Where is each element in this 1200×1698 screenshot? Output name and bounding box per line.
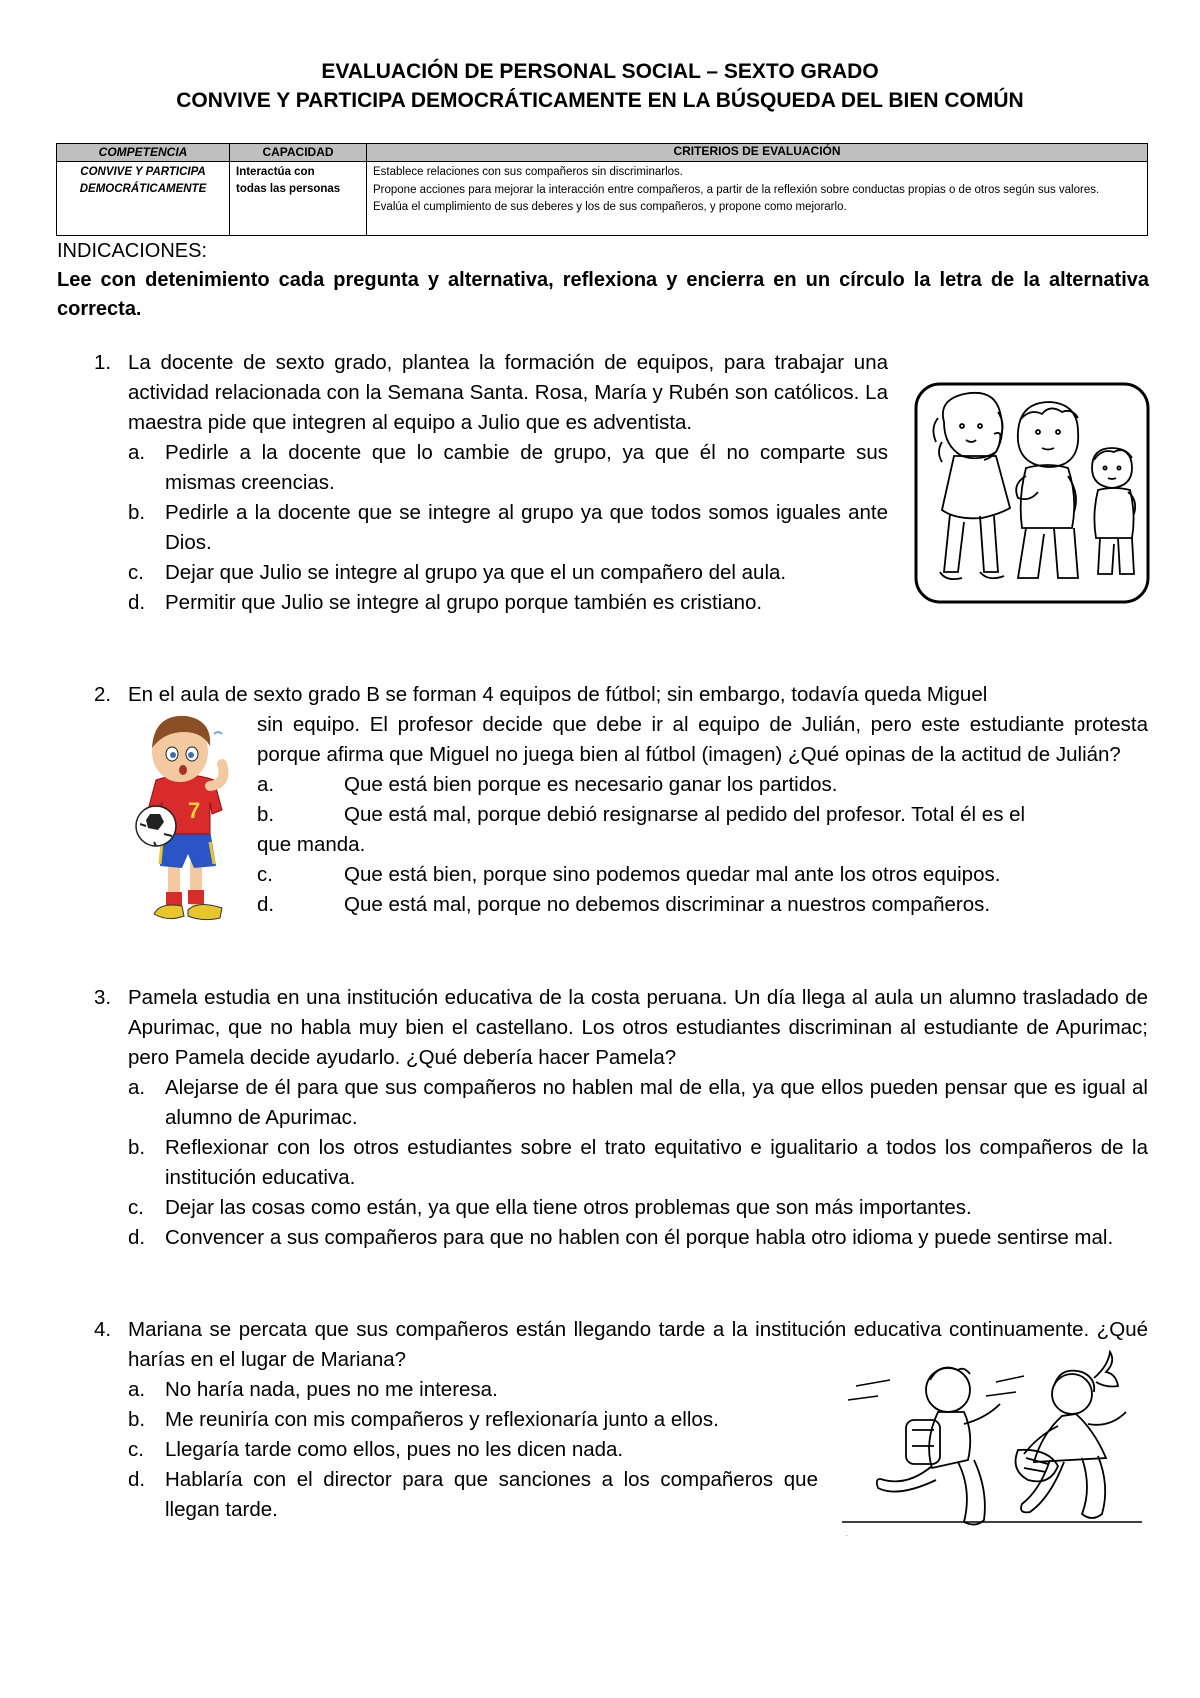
option-d[interactable] — [128, 1465, 818, 1525]
question-number: 1. — [94, 351, 112, 374]
option-text: Reflexionar con los otros estudiantes sobre el trato equitativo e igualitario a todos los compañeros de la institución educativa. — [165, 1136, 1148, 1189]
option-text: No haría nada, pues no me interesa. — [165, 1378, 498, 1401]
header-capacidad: CAPACIDAD — [230, 144, 367, 162]
option-letter: b. — [257, 803, 275, 826]
option-letter: d. — [128, 1468, 146, 1491]
option-b[interactable] — [128, 1405, 818, 1435]
option-a[interactable] — [128, 438, 888, 498]
capacidad-line2: todas las personas — [236, 183, 341, 195]
header-competencia: COMPETENCIA — [57, 144, 230, 162]
option-letter: d. — [128, 591, 146, 614]
competencia-line1: CONVIVE Y PARTICIPA — [80, 166, 206, 178]
option-letter: a. — [128, 1378, 146, 1401]
capacidad-cell — [230, 162, 367, 236]
option-letter: c. — [128, 561, 144, 584]
instructions-title: INDICACIONES: — [57, 240, 208, 262]
options-list — [128, 1375, 818, 1525]
option-letter: c. — [128, 1438, 144, 1461]
exam-subtitle: CONVIVE Y PARTICIPA DEMOCRÁTICAMENTE EN LA BÚSQUEDA DEL BIEN COMÚN — [176, 89, 1024, 112]
criteria-body-row — [57, 162, 1148, 236]
option-a[interactable] — [128, 1375, 818, 1405]
option-a[interactable] — [128, 1073, 1148, 1133]
option-text: Llegaría tarde como ellos, pues no les dicen nada. — [165, 1438, 624, 1461]
children-whispering-illustration — [914, 382, 1150, 604]
option-text: Que está bien porque es necesario ganar los partidos. — [344, 773, 838, 796]
option-letter: a. — [257, 773, 275, 796]
option-b[interactable] — [257, 800, 1148, 830]
question-number: 4. — [94, 1318, 112, 1341]
option-text: Convencer a sus compañeros para que no hablen con él porque habla otro idioma y puede sentirse mal. — [165, 1226, 1114, 1249]
children-running-illustration — [836, 1350, 1146, 1550]
option-text: Me reuniría con mis compañeros y reflexionaría junto a ellos. — [165, 1408, 719, 1431]
criterio-item: Propone acciones para mejorar la interacción entre compañeros, a partir de la reflexión sobre conductas propias o de otros según sus valores. — [373, 183, 1100, 196]
option-d[interactable] — [128, 588, 888, 618]
criteria-table — [56, 143, 1148, 236]
option-letter: c. — [128, 1196, 144, 1219]
question-stem: Pamela estudia en una institución educativa de la costa peruana. Un día llega al aula un alumno trasladado de Apurimac, que no habla muy bien el castellano. Los otros estudiantes discriminan al estudiante de Apurimac; pero Pamela decide ayudarlo. ¿Qué debería hacer Pamela? — [128, 986, 1148, 1069]
question-stem: La docente de sexto grado, plantea la formación de equipos, para trabajar una actividad relacionada con la Semana Santa. Rosa, María y Rubén son católicos. La maestra pide que integren al equipo a Julio que es adventista. — [128, 351, 888, 434]
option-letter: b. — [128, 501, 146, 524]
option-b[interactable] — [128, 498, 888, 558]
option-text: Pedirle a la docente que se integre al grupo ya que todos somos iguales ante Dios. — [165, 501, 888, 554]
criterio-item: Establece relaciones con sus compañeros sin discriminarlos. — [373, 166, 684, 178]
option-text: Alejarse de él para que sus compañeros no hablen mal de ella, ya que ellos pueden pensar que es igual al alumno de Apurimac. — [165, 1076, 1148, 1129]
question-number: 3. — [94, 986, 112, 1009]
option-letter: c. — [257, 863, 273, 886]
competencia-cell — [57, 162, 230, 236]
criterio-item: Evalúa el cumplimiento de sus deberes y los de sus compañeros, y propone como mejorarlo. — [373, 201, 847, 213]
options-list — [128, 438, 888, 618]
option-a[interactable] — [257, 770, 1148, 800]
option-text: Hablaría con el director para que sanciones a los compañeros que llegan tarde. — [165, 1468, 818, 1521]
option-letter: a. — [128, 441, 146, 464]
boy-soccer-ball-illustration — [130, 714, 242, 934]
criteria-header-row — [57, 144, 1148, 162]
svg-text:7: 7 — [188, 798, 201, 823]
option-letter: d. — [257, 893, 275, 916]
header-criterios: CRITERIOS DE EVALUACIÓN — [367, 144, 1148, 162]
option-text: Permitir que Julio se integre al grupo porque también es cristiano. — [165, 591, 763, 614]
option-text: Pedirle a la docente que lo cambie de grupo, ya que él no comparte sus mismas creencias. — [165, 441, 888, 494]
question-number: 2. — [94, 683, 112, 706]
criterios-cell — [367, 162, 1148, 236]
capacidad-line1: Interactúa con — [236, 166, 315, 178]
option-b[interactable] — [128, 1133, 1148, 1193]
question-stem-rest: sin equipo. El profesor decide que debe ir al equipo de Julián, pero este estudiante protesta porque afirma que Miguel no juega bien al fútbol (imagen) ¿Qué opinas de la actitud de Julián? — [257, 713, 1148, 766]
question-stem-line1: En el aula de sexto grado B se forman 4 equipos de fútbol; sin embargo, todavía queda Miguel — [128, 683, 988, 706]
option-text: Que está mal, porque no debemos discriminar a nuestros compañeros. — [344, 893, 991, 916]
option-letter: a. — [128, 1076, 146, 1099]
question-stem: Mariana se percata que sus compañeros están llegando tarde a la institución educativa continuamente. ¿Qué harías en el lugar de Mariana? — [128, 1318, 1148, 1371]
option-text: Que está bien, porque sino podemos quedar mal ante los otros equipos. — [344, 863, 1001, 886]
option-text: Que está mal, porque debió resignarse al pedido del profesor. Total él es el — [344, 803, 1026, 826]
option-b-continuation: que manda. — [257, 833, 366, 856]
option-text: Dejar que Julio se integre al grupo ya que el un compañero del aula. — [165, 561, 787, 584]
option-d[interactable] — [257, 890, 1148, 920]
question-2 — [94, 680, 1148, 920]
option-text: Dejar las cosas como están, ya que ella tiene otros problemas que son más importantes. — [165, 1196, 972, 1219]
option-letter: b. — [128, 1136, 146, 1159]
option-c[interactable] — [128, 558, 888, 588]
option-c[interactable] — [257, 860, 1148, 890]
option-letter: d. — [128, 1226, 146, 1249]
options-list — [128, 1073, 1148, 1253]
option-c[interactable] — [128, 1193, 1148, 1223]
instructions-text: Lee con detenimiento cada pregunta y alternativa, reflexiona y encierra en un círculo la letra de la alternativa correcta. — [57, 269, 1149, 320]
exam-title: EVALUACIÓN DE PERSONAL SOCIAL – SEXTO GRADO — [321, 60, 879, 83]
competencia-line2: DEMOCRÁTICAMENTE — [79, 183, 207, 195]
question-3 — [94, 983, 1148, 1253]
option-letter: b. — [128, 1408, 146, 1431]
option-c[interactable] — [128, 1435, 818, 1465]
option-d[interactable] — [128, 1223, 1148, 1253]
svg-text:.: . — [846, 1532, 848, 1538]
